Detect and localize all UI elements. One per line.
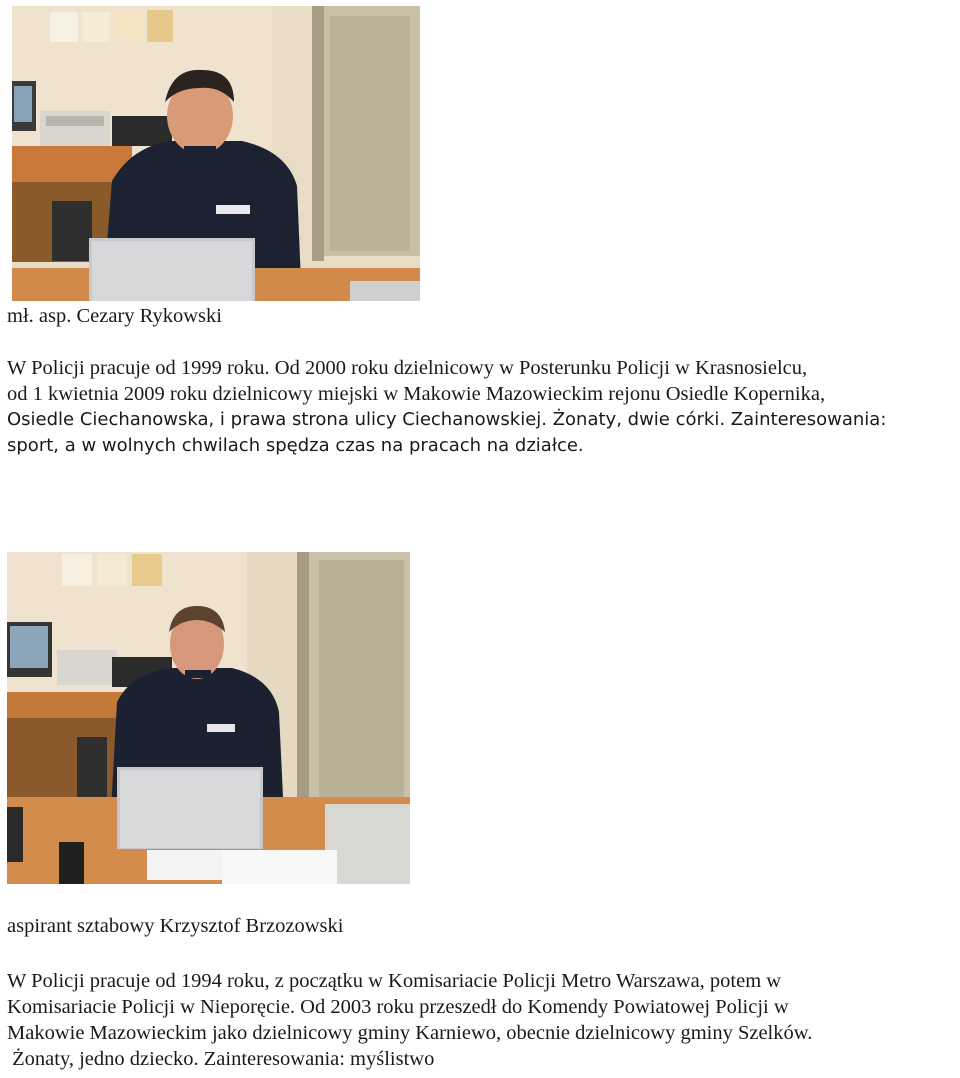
bio-line: W Policji pracuje od 1994 roku, z początku w Komisariacie Policji Metro Warszawa, potem w xyxy=(7,970,782,992)
officer-portrait-icon xyxy=(7,552,410,884)
bio-line: Makowie Mazowieckim jako dzielnicowy gminy Karniewo, obecnie dzielnicowy gminy Szelków. xyxy=(7,1022,813,1044)
bio-line: sport, a w wolnych chwilach spędza czas na pracach na działce. xyxy=(7,435,584,456)
officer-1-bio xyxy=(7,355,960,459)
bio-line: Osiedle Ciechanowska, i prawa strona ulicy Ciechanowskiej. Żonaty, dwie córki. Zainteresowania: xyxy=(7,409,887,430)
officer-1-name: mł. asp. Cezary Rykowski xyxy=(7,305,222,327)
bio-line: Żonaty, jedno dziecko. Zainteresowania: myślistwo xyxy=(7,1048,435,1070)
officer-portrait-icon xyxy=(12,6,420,301)
officer-1-photo xyxy=(12,6,420,301)
bio-line: Komisariacie Policji w Nieporęcie. Od 2003 roku przeszedł do Komendy Powiatowej Policji w xyxy=(7,996,789,1018)
bio-line: W Policji pracuje od 1999 roku. Od 2000 roku dzielnicowy w Posterunku Policji w Krasnosielcu, xyxy=(7,357,808,379)
officer-2-name: aspirant sztabowy Krzysztof Brzozowski xyxy=(7,915,344,937)
officer-2-bio xyxy=(7,968,960,1072)
bio-line: od 1 kwietnia 2009 roku dzielnicowy miejski w Makowie Mazowieckim rejonu Osiedle Kopernika, xyxy=(7,383,826,405)
officer-2-photo xyxy=(7,552,410,884)
